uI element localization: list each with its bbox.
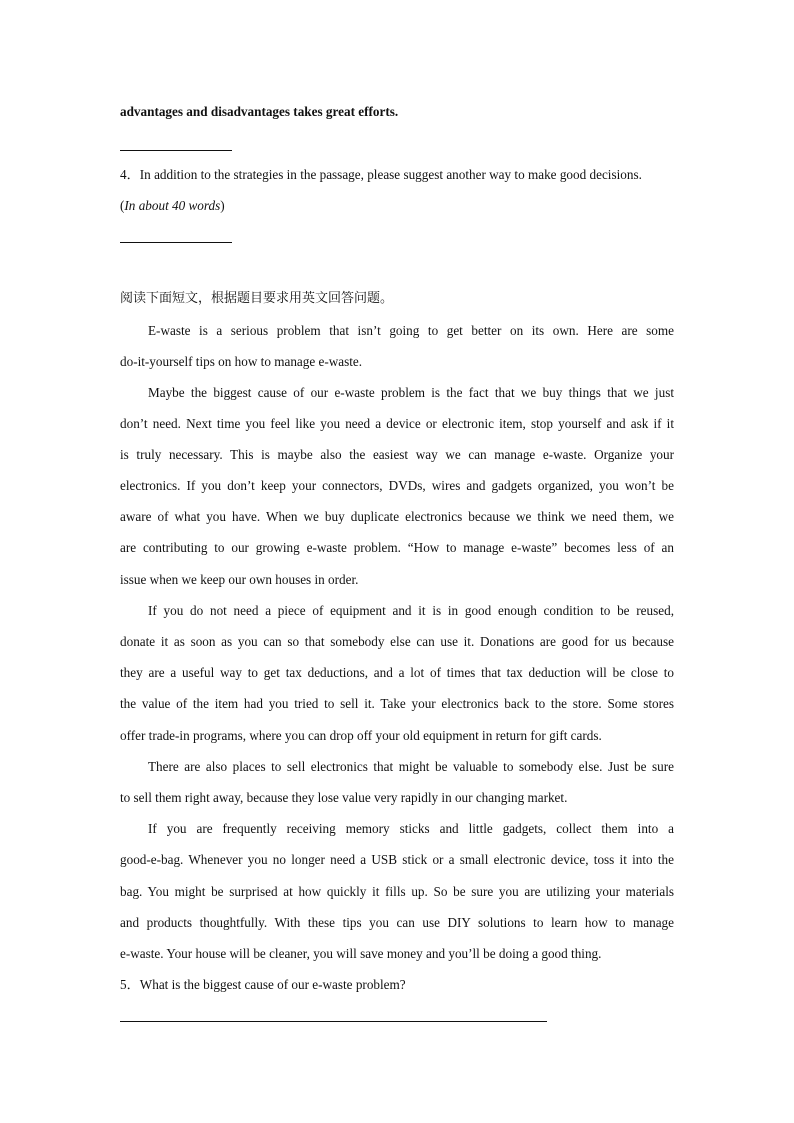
question-4-number: 4．: [120, 167, 140, 182]
question-4-word-limit: In about 40 words: [124, 198, 221, 213]
question-4-note: (In about 40 words): [120, 198, 225, 213]
passage-p2-line-7: issue when we keep our own houses in order.: [120, 572, 359, 587]
answer-line-4[interactable]: [120, 242, 232, 243]
previous-question-tail: advantages and disadvantages takes great efforts.: [120, 104, 399, 119]
passage-p5-line-5: e-waste. Your house will be cleaner, you will save money and you’ll be doing a good thing.: [120, 946, 602, 961]
passage-p3-line-4: the value of the item had you tried to sell it. Take your electronics back to the store. Some stores: [120, 696, 674, 711]
passage-p2-line-6: are contributing to our growing e-waste problem. “How to manage e-waste” becomes less of an: [120, 540, 674, 555]
passage-p5-line-1: If you are frequently receiving memory sticks and little gadgets, collect them into a: [148, 821, 674, 836]
passage-p3-line-5: offer trade-in programs, where you can drop off your old equipment in return for gift cards.: [120, 728, 602, 743]
question-5-text: What is the biggest cause of our e-waste problem?: [139, 977, 406, 992]
passage-p5-line-4: and products thoughtfully. With these tips you can use DIY solutions to learn how to manage: [120, 915, 674, 930]
passage-p5-line-2: good-e-bag. Whenever you no longer need a USB stick or a small electronic device, toss it into the: [120, 852, 674, 867]
passage-p2-line-2: don’t need. Next time you feel like you need a device or electronic item, stop yourself and ask if it: [120, 416, 674, 431]
answer-line-3[interactable]: [120, 150, 232, 151]
passage-p3-line-2: donate it as soon as you can so that somebody else can use it. Donations are good for us because: [120, 634, 674, 649]
passage-p1-line-2: do-it-yourself tips on how to manage e-waste.: [120, 354, 363, 369]
passage-p2-line-3: is truly necessary. This is maybe also the easiest way we can manage e-waste. Organize your: [120, 447, 674, 462]
passage-p1-line-1: E-waste is a serious problem that isn’t going to get better on its own. Here are some: [148, 323, 674, 338]
passage-p3-line-1: If you do not need a piece of equipment and it is in good enough condition to be reused,: [148, 603, 674, 618]
question-5: [120, 977, 406, 993]
passage-p2-line-5: aware of what you have. When we buy duplicate electronics because we think we need them, we: [120, 509, 674, 524]
passage-p5-line-3: bag. You might be surprised at how quickly it fills up. So be sure you are utilizing your materials: [120, 884, 674, 899]
question-4-text: In addition to the strategies in the passage, please suggest another way to make good decisions.: [139, 167, 642, 182]
passage-p2-line-4: electronics. If you don’t keep your connectors, DVDs, wires and gadgets organized, you won’t be: [120, 478, 674, 493]
passage-p2-line-1: Maybe the biggest cause of our e-waste problem is the fact that we buy things that we just: [148, 385, 674, 400]
reading-instruction: 阅读下面短文，根据题目要求用英文回答问题。: [120, 291, 394, 306]
passage-p4-line-1: There are also places to sell electronics that might be valuable to somebody else. Just be sure: [148, 759, 674, 774]
question-5-number: 5．: [120, 977, 140, 992]
answer-line-5[interactable]: [120, 1021, 547, 1022]
passage-p3-line-3: they are a useful way to get tax deductions, and a lot of times that tax deduction will be close to: [120, 665, 674, 680]
passage-p4-line-2: to sell them right away, because they lose value very rapidly in our changing market.: [120, 790, 568, 805]
question-4: [120, 167, 642, 183]
